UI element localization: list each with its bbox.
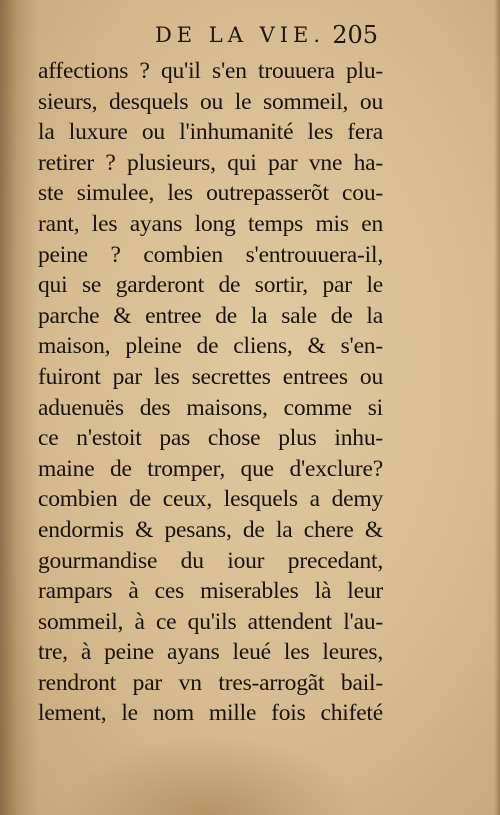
text-line: maison, pleine de cliens, & s'en- bbox=[38, 333, 383, 360]
page-edge bbox=[494, 0, 500, 815]
text-line: sommeil, à ce qu'ils attendent l'au- bbox=[38, 608, 383, 635]
page-number: 205 bbox=[332, 21, 378, 49]
text-line: rant, les ayans long temps mis en bbox=[38, 210, 383, 237]
text-line: ce n'estoit pas chose plus inhu- bbox=[38, 425, 383, 452]
text-line: sieurs, desquels ou le sommeil, ou bbox=[38, 88, 383, 115]
text-line: qui se garderont de sortir, par le bbox=[38, 272, 383, 299]
text-line: ste simulee, les outrepasserõt cou- bbox=[38, 180, 383, 207]
text-line: affections ? qu'il s'en trouuera plu- bbox=[38, 58, 383, 84]
paper-stain bbox=[60, 735, 360, 815]
text-line: parche & entree de la sale de la bbox=[38, 302, 383, 329]
text-line: tre, à peine ayans leué les leures, bbox=[38, 639, 383, 666]
text-line: maine de tromper, que d'exclure? bbox=[38, 455, 383, 482]
text-line: fuiront par les secrettes entrees ou bbox=[38, 363, 383, 390]
text-line: lement, le nom mille fois chifeté bbox=[38, 700, 383, 727]
text-line: endormis & pesans, de la chere & bbox=[38, 516, 383, 543]
text-line: rampars à ces miserables là leur bbox=[38, 578, 383, 605]
text-line: la luxure ou l'inhumanité les fera bbox=[38, 119, 383, 146]
text-line: rendront par vn tres-arrogãt bail- bbox=[38, 669, 383, 696]
text-line: retirer ? plusieurs, qui par vne ha- bbox=[38, 149, 383, 176]
text-line: gourmandise du iour precedant, bbox=[38, 547, 383, 574]
text-line: peine ? combien s'entrouuera-il, bbox=[38, 241, 383, 268]
body-text bbox=[38, 56, 383, 729]
binding-shadow bbox=[0, 0, 38, 815]
text-line: combien de ceux, lesquels a demy bbox=[38, 486, 383, 513]
running-head: DE LA VIE. bbox=[154, 23, 326, 47]
text-line: aduenuës des maisons, comme si bbox=[38, 394, 383, 421]
